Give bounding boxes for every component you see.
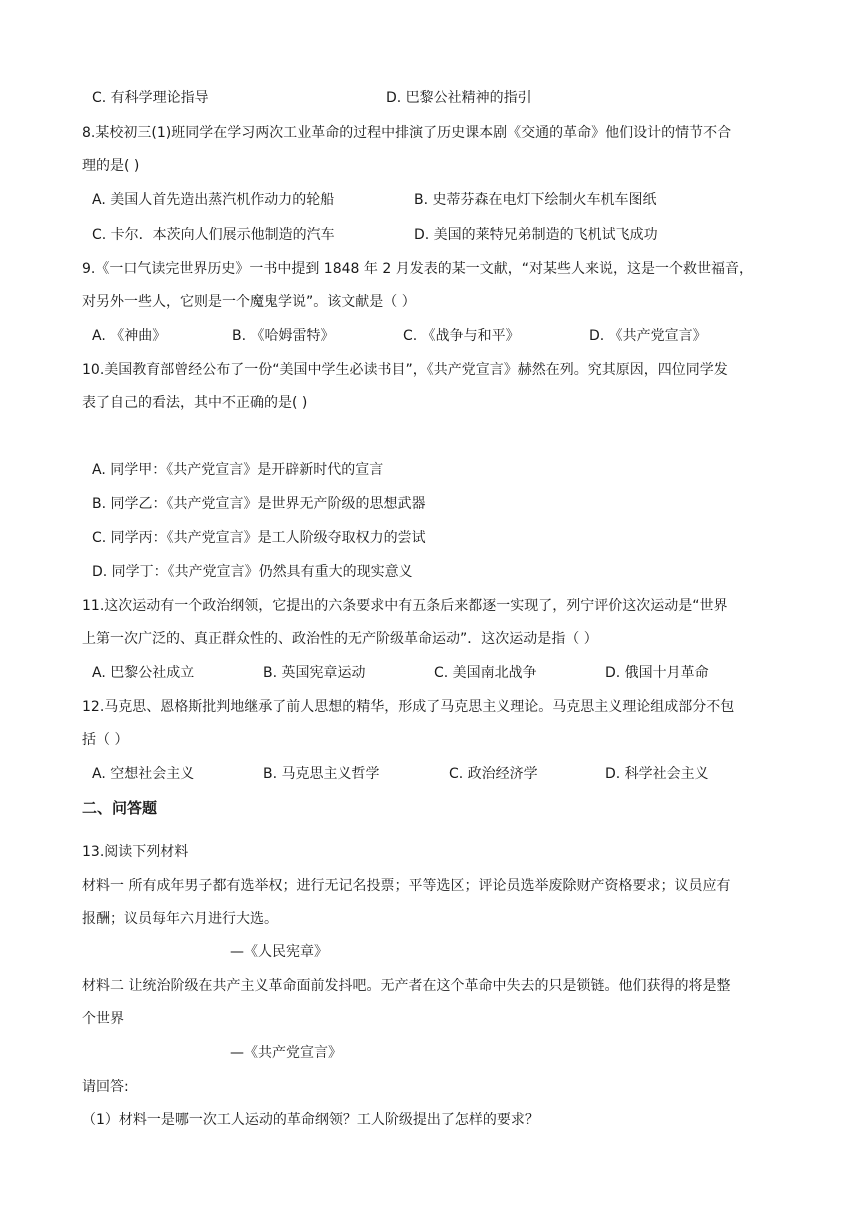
q12-option-d: D. 科学社会主义: [605, 766, 709, 782]
q12-option-c: C. 政治经济学: [449, 766, 538, 782]
q9-stem-line2: 对另外一些人，它则是一个魔鬼学说”。该文献是（ ）: [82, 294, 416, 310]
q10-option-d: D. 同学丁：《共产党宣言》仍然具有重大的现实意义: [92, 564, 413, 580]
q11-option-c: C. 美国南北战争: [434, 665, 537, 681]
q9-stem-line1: 9.《一口气读完世界历史》一书中提到 1848 年 2 月发表的某一文献，“对某些人来说，这是一个救世福音，: [82, 261, 753, 277]
q8-option-d: D. 美国的莱特兄弟制造的飞机试飞成功: [414, 227, 658, 243]
q13-subquestion-1: （1）材料一是哪一次工人运动的革命纲领？工人阶级提出了怎样的要求？: [82, 1112, 539, 1128]
q10-option-b: B. 同学乙：《共产党宣言》是世界无产阶级的思想武器: [92, 496, 426, 512]
q12-option-a: A. 空想社会主义: [92, 766, 195, 782]
q8-option-a: A. 美国人首先造出蒸汽机作动力的轮船: [92, 192, 335, 208]
q11-option-a: A. 巴黎公社成立: [92, 665, 195, 681]
q11-option-d: D. 俄国十月革命: [605, 665, 709, 681]
q13-material1-source: —《人民宪章》: [230, 944, 328, 960]
q10-stem-line1: 10.美国教育部曾经公布了一份“美国中学生必读书目”，《共产党宣言》赫然在列。究其原因，四位同学发: [82, 362, 728, 378]
q11-stem-line1: 11.这次运动有一个政治纲领，它提出的六条要求中有五条后来都逐一实现了，列宁评价这次运动是“世界: [82, 598, 728, 614]
q13-prompt: 请回答:: [82, 1079, 129, 1095]
q11-option-b: B. 英国宪章运动: [263, 665, 366, 681]
q12-stem-line1: 12.马克思、恩格斯批判地继承了前人思想的精华，形成了马克思主义理论。马克思主义理论组成部分不包: [82, 699, 735, 715]
q9-option-d: D. 《共产党宣言》: [589, 328, 707, 344]
q8-stem-line2: 理的是( ): [82, 158, 140, 174]
q8-option-b: B. 史蒂芬森在电灯下绘制火车机车图纸: [414, 192, 657, 208]
q10-option-c: C. 同学丙：《共产党宣言》是工人阶级夺取权力的尝试: [92, 530, 426, 546]
section-heading: 二、问答题: [82, 799, 158, 817]
q8-stem-line1: 8.某校初三(1)班同学在学习两次工业革命的过程中排演了历史课本剧《交通的革命》他们设计的情节不合: [82, 125, 732, 141]
q13-material2-line2: 个世界: [82, 1011, 124, 1027]
q10-option-a: A. 同学甲：《共产党宣言》是开辟新时代的宣言: [92, 462, 384, 478]
q9-option-c: C. 《战争与和平》: [403, 328, 520, 344]
q12-stem-line2: 括（ ）: [82, 732, 129, 748]
q12-option-b: B. 马克思主义哲学: [263, 766, 380, 782]
q13-stem: 13.阅读下列材料: [82, 844, 189, 860]
q13-material1-line2: 报酬；议员每年六月进行大选。: [82, 911, 278, 927]
q10-stem-line2: 表了自己的看法，其中不正确的是( ): [82, 395, 308, 411]
q13-material2-line1: 材料二 让统治阶级在共产主义革命面前发抖吧。无产者在这个革命中失去的只是锁链。他们获得的将是整: [82, 978, 731, 994]
q7-option-d: D. 巴黎公社精神的指引: [386, 90, 532, 106]
q13-material2-source: —《共产党宣言》: [230, 1045, 342, 1061]
q8-option-c: C. 卡尔．本茨向人们展示他制造的汽车: [92, 227, 335, 243]
q9-option-b: B. 《哈姆雷特》: [232, 328, 335, 344]
q11-stem-line2: 上第一次广泛的、真正群众性的、政治性的无产阶级革命运动”．这次运动是指（ ）: [82, 631, 598, 647]
q7-option-c: C. 有科学理论指导: [92, 90, 209, 106]
q13-material1-line1: 材料一 所有成年男子都有选举权；进行无记名投票；平等选区；评论员选举废除财产资格要求；议员应有: [82, 878, 731, 894]
q9-option-a: A. 《神曲》: [92, 328, 167, 344]
